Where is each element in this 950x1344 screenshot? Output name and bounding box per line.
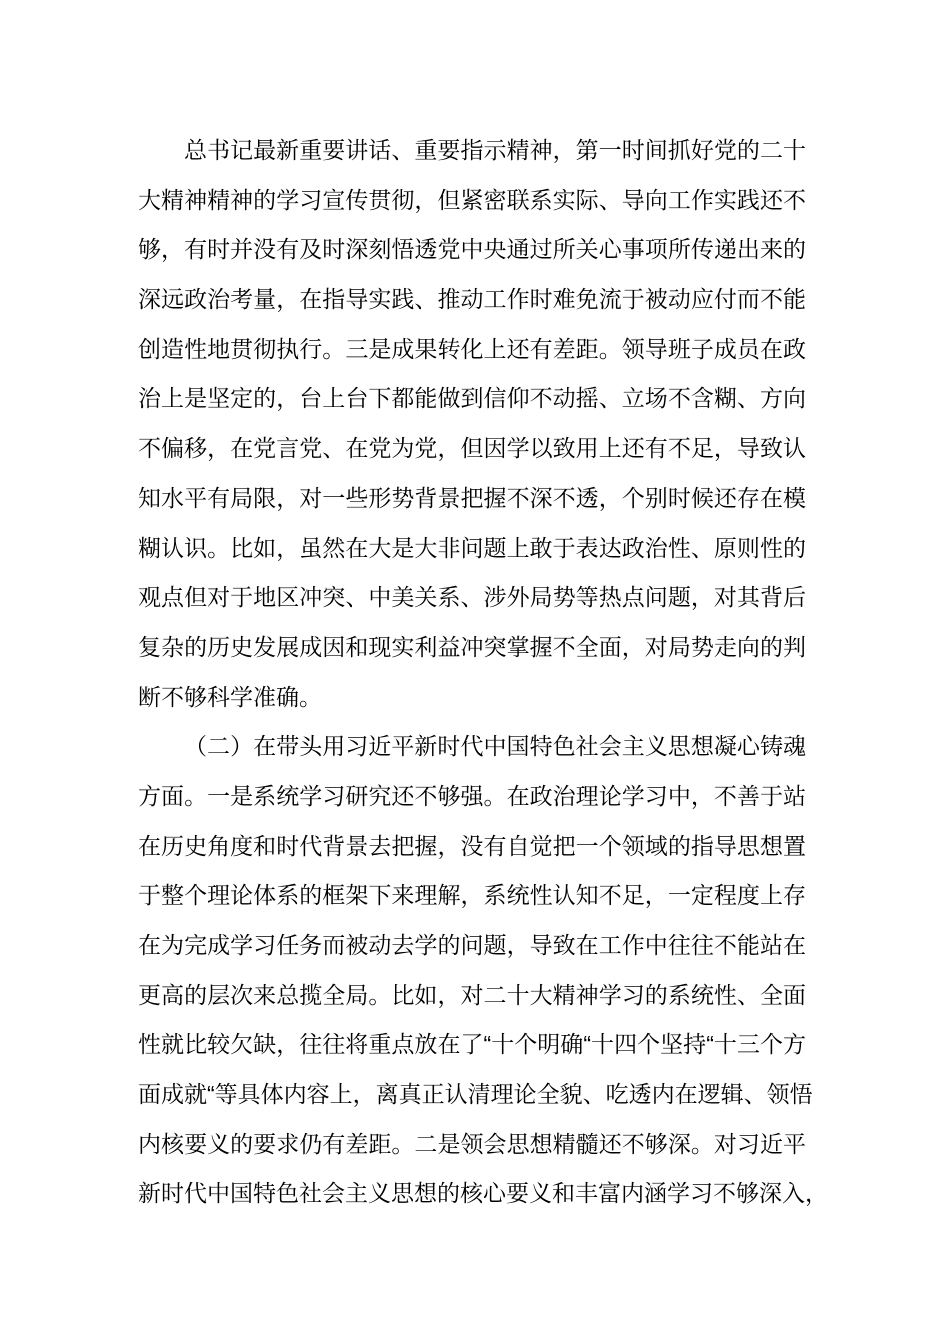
text-line: 深远政治考量，在指导实践、推动工作时难免流于被动应付而不能 xyxy=(138,286,806,313)
text-line: 更高的层次来总揽全局。比如，对二十大精神学习的系统性、全面 xyxy=(138,981,806,1008)
text-line: 不偏移，在党言党、在党为党，但因学以致用上还有不足，导致认 xyxy=(138,435,806,462)
text-line: 在为完成学习任务而被动去学的问题，导致在工作中往往不能站在 xyxy=(138,932,806,958)
text-line: 于整个理论体系的框架下来理解，系统性认知不足，一定程度上存 xyxy=(138,882,806,909)
text-line: 大精神精神的学习宣传贯彻，但紧密联系实际、导向工作实践还不 xyxy=(138,186,806,213)
text-line: 断不够科学准确。 xyxy=(138,683,322,710)
text-line: 新时代中国特色社会主义思想的核心要义和丰富内涵学习不够深入， xyxy=(138,1180,828,1207)
text-line: 面成就“等具体内容上，离真正认清理论全貌、吃透内在逻辑、领悟 xyxy=(138,1081,813,1108)
text-line: 在历史角度和时代背景去把握，没有自觉把一个领域的指导思想置 xyxy=(138,832,806,859)
text-line: 治上是坚定的，台上台下都能做到信仰不动摇、立场不含糊、方向 xyxy=(138,385,806,412)
text-line: 够，有时并没有及时深刻悟透党中央通过所关心事项所传递出来的 xyxy=(138,236,806,263)
text-line: 性就比较欠缺，往往将重点放在了“十个明确“十四个坚持“十三个方 xyxy=(138,1031,806,1058)
text-line: 糊认识。比如，虽然在大是大非问题上敢于表达政治性、原则性的 xyxy=(138,534,806,561)
text-line: 总书记最新重要讲话、重要指示精神，第一时间抓好党的二十 xyxy=(184,137,806,163)
text-line: 内核要义的要求仍有差距。二是领会思想精髓还不够深。对习近平 xyxy=(138,1130,806,1157)
document-text-block xyxy=(138,126,828,1219)
text-line: 知水平有局限，对一些形势背景把握不深不透，个别时候还存在模 xyxy=(138,484,806,511)
text-line: （二）在带头用习近平新时代中国特色社会主义思想凝心铸魂 xyxy=(184,733,806,760)
text-line: 创造性地贯彻执行。三是成果转化上还有差距。领导班子成员在政 xyxy=(138,335,806,362)
text-line: 观点但对于地区冲突、中美关系、涉外局势等热点问题，对其背后 xyxy=(138,584,806,611)
text-line: 方面。一是系统学习研究还不够强。在政治理论学习中，不善于站 xyxy=(138,782,806,809)
text-line: 复杂的历史发展成因和现实利益冲突掌握不全面，对局势走向的判 xyxy=(138,633,806,660)
